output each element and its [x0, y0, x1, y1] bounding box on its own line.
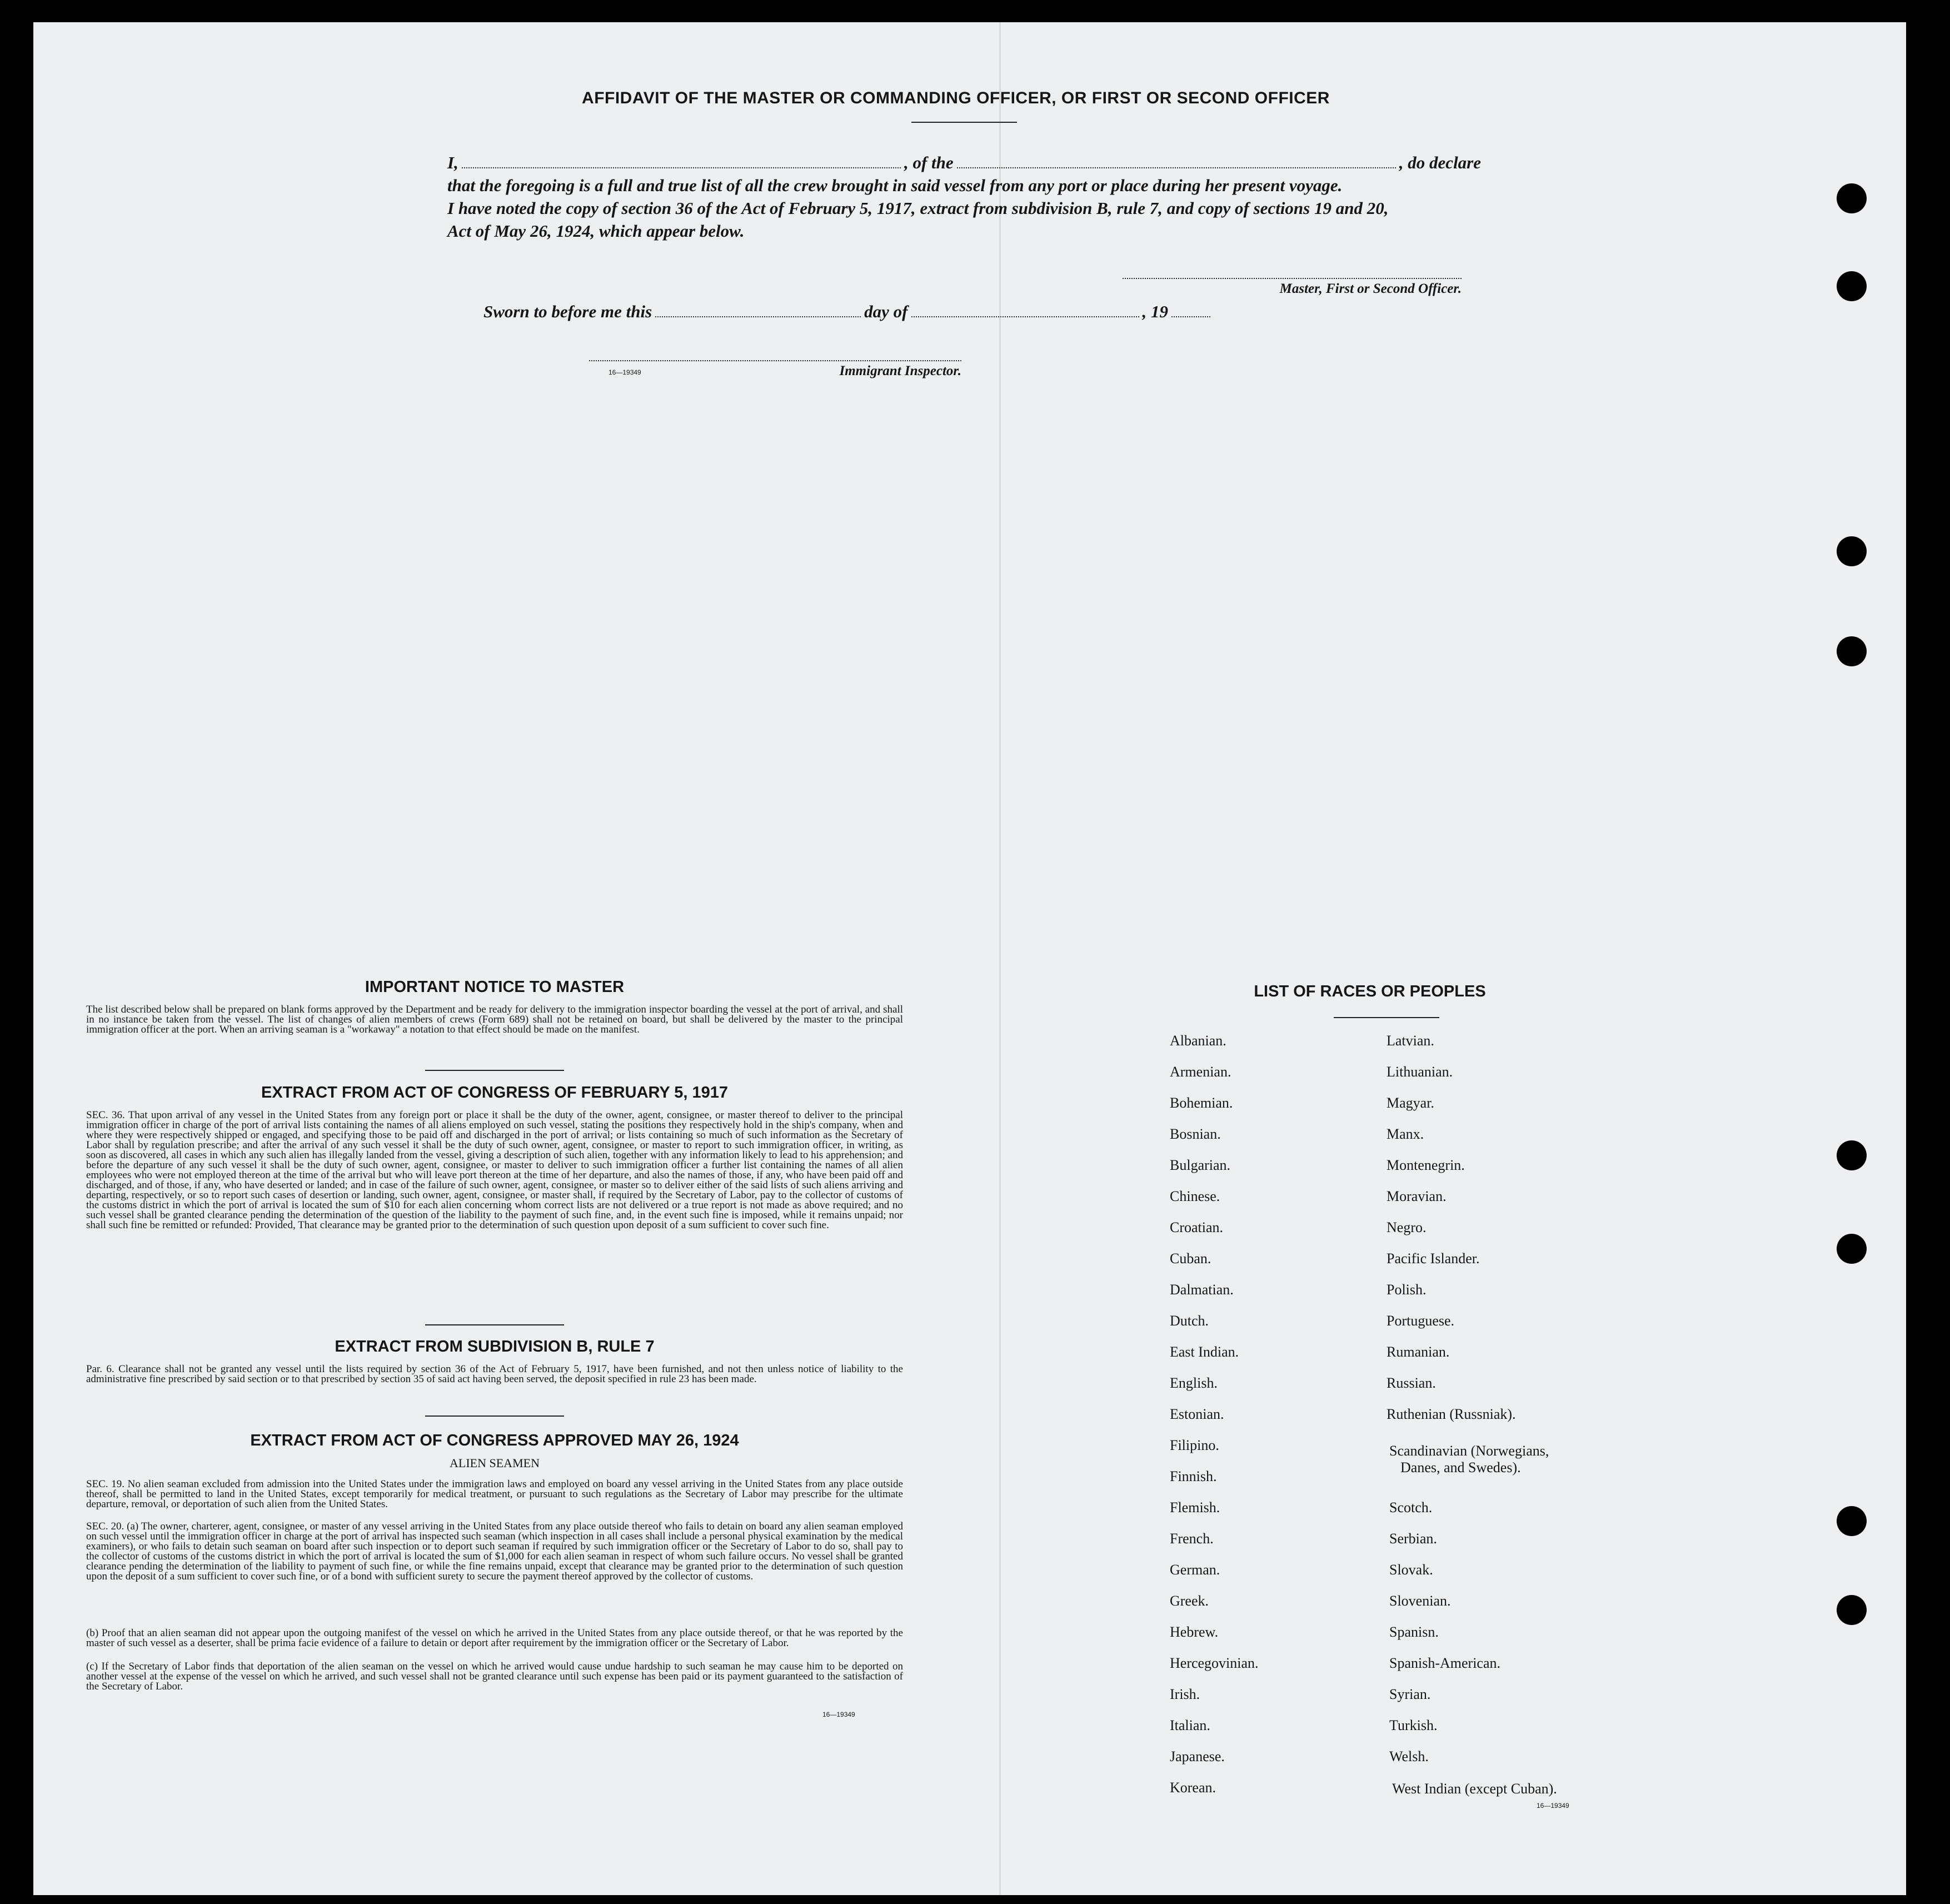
- race-item: Montenegrin.: [1387, 1157, 1465, 1173]
- day-field[interactable]: [655, 302, 861, 317]
- vessel-field[interactable]: [957, 153, 1396, 168]
- race-item: Korean.: [1170, 1780, 1216, 1796]
- punch-hole: [1837, 636, 1867, 666]
- inspector-signature-line[interactable]: [589, 360, 961, 361]
- declaration-label: , of the: [904, 153, 954, 172]
- name-field[interactable]: [462, 153, 901, 168]
- race-item: Negro.: [1387, 1219, 1427, 1235]
- race-item: Latvian.: [1387, 1033, 1434, 1049]
- race-item: Rumanian.: [1387, 1344, 1450, 1360]
- race-item: Greek.: [1170, 1593, 1209, 1609]
- extract-1924-sec20c: (c) If the Secretary of Labor finds that deportation of the alien seaman on the vessel on which he arrived would cause undue hardship to such seaman he may cause him to be deported on another vessel at the expense of the vessel on which he arrived, and such vessel shall not be granted clearance until such expense has been paid or its payment guaranteed to the satisfaction of the Secretary of Labor.: [86, 1661, 903, 1692]
- divider: [425, 1415, 564, 1417]
- punch-hole: [1837, 1595, 1867, 1625]
- sworn-label: Sworn to before me this: [483, 302, 652, 321]
- race-item: Bosnian.: [1170, 1126, 1221, 1142]
- race-item: Finnish.: [1170, 1468, 1217, 1484]
- race-item: Scandinavian (Norwegians,: [1389, 1443, 1549, 1459]
- race-item: Lithuanian.: [1387, 1064, 1453, 1080]
- subdivision-title: EXTRACT FROM SUBDIVISION B, RULE 7: [335, 1338, 655, 1355]
- form-number: 16—19349: [1537, 1802, 1569, 1810]
- race-item: Syrian.: [1389, 1686, 1431, 1702]
- subdivision-text: Par. 6. Clearance shall not be granted any vessel until the lists required by section 36 of the Act of February 5, 1917, have been furnished, and not then unless notice of liability to the administrative fine prescribed by said section or to that prescribed by section 35 of said act having been served, the deposit specified in rule 23 has been made.: [86, 1363, 903, 1385]
- year-field[interactable]: [1171, 302, 1210, 317]
- divider: [425, 1070, 564, 1071]
- punch-hole: [1837, 1234, 1867, 1264]
- declaration-text: that the foregoing is a full and true list of all the crew brought in said vessel from any port or place during her present voyage.: [447, 176, 1343, 195]
- race-item: Danes, and Swedes).: [1400, 1459, 1521, 1476]
- race-item: Croatian.: [1170, 1219, 1224, 1235]
- sworn-line: [483, 302, 1239, 322]
- notice-title: IMPORTANT NOTICE TO MASTER: [365, 978, 625, 996]
- race-item: Spanisn.: [1389, 1624, 1439, 1640]
- race-item: German.: [1170, 1562, 1220, 1578]
- inspector-label: Immigrant Inspector.: [839, 363, 961, 378]
- race-item: Albanian.: [1170, 1033, 1226, 1049]
- race-item: Chinese.: [1170, 1188, 1220, 1204]
- race-item: Italian.: [1170, 1717, 1210, 1733]
- extract-1917-text: SEC. 36. That upon arrival of any vessel in the United States from any foreign port or place it shall be the duty of the owner, agent, consignee, or master thereof to deliver to the principal immigration officer in charge of the port of arrival lists containing the names of all aliens employed on such vessel, stating the positions they respectively hold in the ship's company, when and where they were respectively shipped or engaged, and specifying those to be paid off and discharged in the port of arrival; or lists containing so much of such information as the Secretary of Labor shall by regulation prescribe; and after the arrival of any such vessel it shall be the duty of such owner, agent, consignee, or master to report to such immigration officer, in writing, as soon as discovered, all cases in which any such alien has illegally landed from the vessel, giving a description of such alien, together with any information likely to lead to his apprehension; and before the departure of any such vessel it shall be the duty of such owner, agent, consignee, or master to deliver to such immigration officer a further list containing the names of all alien employees who were not employed thereon at the time of the arrival but who will leave port thereon at the time of her departure, and also the names of those, if any, who have been paid off and discharged, and of those, if any, who have deserted or landed; and in case of the failure of such owner, agent, consignee, or master so to deliver either of the said lists of such aliens arriving and departing, respectively, or so to report such cases of desertion or landing, such owner, agent, consignee, or master shall, if required by the Secretary of Labor, pay to the collector of customs of the customs district in which the port of arrival is located the sum of $10 for each alien concerning whom correct lists are not delivered or a true report is not made as above required; and no such vessel shall be granted clearance pending the determination of the question of the liability to the payment of such fine, and, in the event such fine is imposed, while it remains unpaid; nor shall such fine be remitted or refunded: Provided, That clearance may be granted prior to the determination of such question upon deposit of a sum sufficient to cover such fine.: [86, 1109, 903, 1231]
- race-item: Cuban.: [1170, 1250, 1211, 1267]
- race-item: Estonian.: [1170, 1406, 1224, 1422]
- extract-1924-sec20a: SEC. 20. (a) The owner, charterer, agent, consignee, or master of any vessel arriving in the United States from any place outside thereof who fails to detain on board any alien seaman employed on such vessel until the immigration officer in charge at the port of arrival has inspected such seaman (which inspection in all cases shall include a personal physical examination by the medical examiners), or who fails to detain such seaman on board after such inspection or to deport such seaman if required by such immigration officer or the Secretary of Labor to do so, shall pay to the collector of customs of the customs district in which the port of arrival is located the sum of $1,000 for each alien seaman in respect of whom such failure occurs. No vessel shall be granted clearance pending the determination of the liability to payment of such fine, or while the fine remains unpaid, except that clearance may be granted prior to the determination of such question upon the deposit of a sum sufficient to cover such fine, or of a bond with sufficient surety to secure the payment thereof approved by the collector of customs.: [86, 1521, 903, 1582]
- month-field[interactable]: [911, 302, 1139, 317]
- race-item: Dalmatian.: [1170, 1282, 1234, 1298]
- race-item: Slovenian.: [1389, 1593, 1451, 1609]
- race-item: Filipino.: [1170, 1437, 1219, 1453]
- race-item: Welsh.: [1389, 1748, 1429, 1765]
- races-title: LIST OF RACES OR PEOPLES: [1254, 983, 1486, 1000]
- declaration-label: , do declare: [1399, 153, 1482, 172]
- form-number: 16—19349: [609, 368, 641, 376]
- extract-1917-title: EXTRACT FROM ACT OF CONGRESS OF FEBRUARY 5, 1917: [261, 1084, 729, 1101]
- declaration-text: Act of May 26, 1924, which appear below.: [447, 221, 745, 241]
- race-item: West Indian (except Cuban).: [1392, 1781, 1557, 1797]
- race-item: Irish.: [1170, 1686, 1200, 1702]
- punch-hole: [1837, 1140, 1867, 1170]
- extract-1924-subtitle: ALIEN SEAMEN: [450, 1456, 540, 1470]
- divider: [1334, 1017, 1439, 1018]
- race-item: Serbian.: [1389, 1531, 1437, 1547]
- race-item: Russian.: [1387, 1375, 1436, 1391]
- extract-1924-sec19: SEC. 19. No alien seaman excluded from admission into the United States under the immigration laws and employed on board any vessel arriving in the United States from any place outside thereof, shall be permitted to land in the United States, except temporarily for medical treatment, or pursuant to such regulations as the Secretary of Labor may prescribe for the ultimate departure, removal, or deportation of such alien from the United States.: [86, 1478, 903, 1510]
- race-item: Magyar.: [1387, 1095, 1434, 1111]
- declaration-text: I have noted the copy of section 36 of the Act of February 5, 1917, extract from subdivision B, rule 7, and copy of sections 19 and 20,: [447, 198, 1389, 218]
- race-item: Bohemian.: [1170, 1095, 1233, 1111]
- divider: [425, 1324, 564, 1325]
- race-item: Pacific Islander.: [1387, 1250, 1480, 1267]
- notice-text: The list described below shall be prepared on blank forms approved by the Department and be ready for delivery to the immigration inspector boarding the vessel at the port of arrival, and shall in no instance be taken from the vessel. The list of changes of alien members of crews (Form 689) shall not be retained on board, but shall be delivered by the master to the principal immigration officer at the port. When an arriving seaman is a "workaway" a notation to that effect should be made on the manifest.: [86, 1004, 903, 1035]
- race-item: Armenian.: [1170, 1064, 1231, 1080]
- race-item: Moravian.: [1387, 1188, 1447, 1204]
- race-item: Bulgarian.: [1170, 1157, 1231, 1173]
- race-item: Flemish.: [1170, 1499, 1220, 1516]
- race-item: Turkish.: [1389, 1717, 1438, 1733]
- punch-hole: [1837, 1506, 1867, 1536]
- race-item: Manx.: [1387, 1126, 1424, 1142]
- form-number: 16—19349: [822, 1711, 855, 1718]
- affidavit-title: AFFIDAVIT OF THE MASTER OR COMMANDING OFFICER, OR FIRST OR SECOND OFFICER: [582, 89, 1330, 107]
- race-item: East Indian.: [1170, 1344, 1239, 1360]
- declaration: [447, 151, 1481, 242]
- race-item: Dutch.: [1170, 1313, 1209, 1329]
- extract-1924-sec20b: (b) Proof that an alien seaman did not appear upon the outgoing manifest of the vessel on which he arrived in the United States from any place outside thereof, or that he was reported by the master of such vessel as a deserter, shall be prima facie evidence of a failure to detain or deport after requirement by the immigration officer or the Secretary of Labor.: [86, 1627, 903, 1649]
- race-item: French.: [1170, 1531, 1214, 1547]
- race-item: Spanish-American.: [1389, 1655, 1501, 1671]
- divider: [911, 122, 1017, 123]
- race-item: English.: [1170, 1375, 1218, 1391]
- declaration-line: [447, 151, 1481, 174]
- sworn-label: , 19: [1142, 302, 1168, 321]
- race-item: Scotch.: [1389, 1499, 1433, 1516]
- sworn-label: day of: [864, 302, 908, 321]
- race-item: Ruthenian (Russniak).: [1387, 1406, 1516, 1422]
- signature-line[interactable]: [1123, 278, 1462, 279]
- race-item: Polish.: [1387, 1282, 1427, 1298]
- race-item: Hebrew.: [1170, 1624, 1219, 1640]
- punch-hole: [1837, 271, 1867, 301]
- declaration-label: I,: [447, 153, 458, 172]
- race-item: Slovak.: [1389, 1562, 1433, 1578]
- race-item: Portuguese.: [1387, 1313, 1455, 1329]
- signature-label: Master, First or Second Officer.: [1279, 281, 1462, 296]
- extract-1924-title: EXTRACT FROM ACT OF CONGRESS APPROVED MAY 26, 1924: [250, 1432, 739, 1449]
- race-item: Hercegovinian.: [1170, 1655, 1259, 1671]
- race-item: Japanese.: [1170, 1748, 1225, 1765]
- punch-hole: [1837, 536, 1867, 566]
- punch-hole: [1837, 183, 1867, 213]
